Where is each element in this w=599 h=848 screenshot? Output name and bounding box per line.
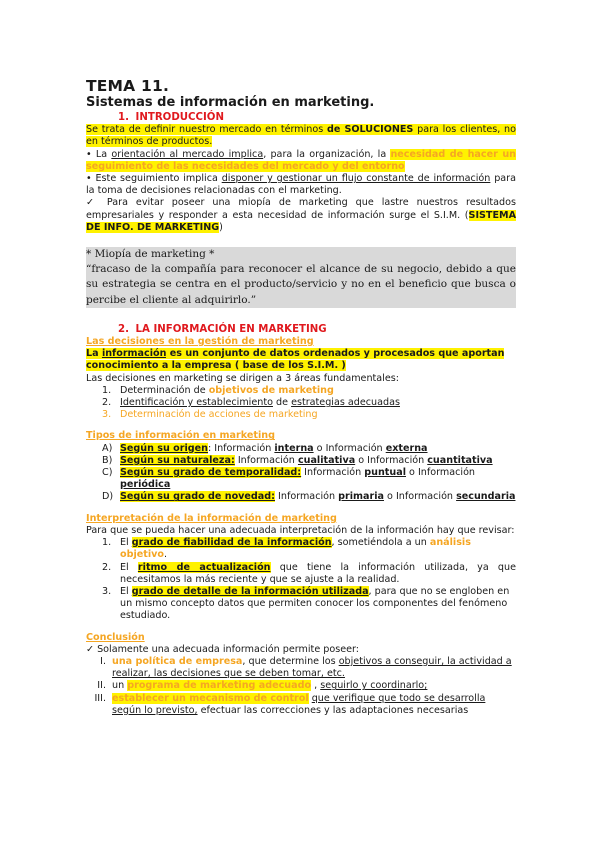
page-subtitle: Sistemas de información en marketing.	[86, 95, 375, 110]
list-item: 3. El grado de detalle de la información utilizada, para que no se engloben en un mismo concepto datos que permiten conocer los componentes del fenómeno estudiado.	[102, 585, 510, 622]
list-item: I. una política de empresa, que determine los objetivos a conseguir, la actividad a realizar, las decisiones que se deben tomar, etc.	[100, 655, 512, 680]
miopia-quote-box	[86, 247, 516, 308]
quote-heading: * Miopía de marketing *	[86, 248, 215, 261]
list-item: B) Según su naturaleza: Información cualitativa o Información cuantitativa	[102, 454, 493, 466]
subheading-tipos: Tipos de información en marketing	[86, 430, 275, 442]
areas-list	[86, 385, 516, 422]
intro-paragraph: Se trata de definir nuestro mercado en términos de SOLUCIONES para los clientes, no en términos de productos.	[86, 124, 517, 148]
subheading-decisiones: Las decisiones en la gestión de marketing	[86, 336, 314, 348]
list-item: 2. Identificación y establecimiento de estrategias adecuadas	[102, 397, 400, 409]
list-item: C) Según su grado de temporalidad: Información puntual o Información periódica	[102, 467, 476, 491]
list-item: 3. Determinación de acciones de marketing	[102, 409, 318, 421]
document-page	[86, 78, 516, 717]
conclusion-intro: ✓ Solamente una adecuada información permite poseer:	[86, 643, 360, 655]
subheading-interpretacion: Interpretación de la información de marketing	[86, 512, 337, 524]
list-item: II. un programa de marketing adecuado , seguirlo y coordinarlo;	[97, 680, 428, 692]
areas-intro: Las decisiones en marketing se dirigen a 3 áreas fundamentales:	[86, 372, 399, 384]
list-item: 2. El ritmo de actualización que tiene la información utilizada, ya que necesitamos la más reciente y que se ajuste a la realidad.	[102, 561, 516, 585]
tipos-list	[86, 443, 516, 504]
page-title: TEMA 11.	[86, 77, 170, 95]
interp-list	[86, 537, 516, 622]
interp-intro: Para que se pueda hacer una adecuada interpretación de la información hay que revisar:	[86, 524, 515, 536]
conclusion-list	[86, 656, 516, 717]
definition-info: La información es un conjunto de datos ordenados y procesados que aportan conocimiento a la empresa ( base de los S.I.M. )	[86, 348, 505, 372]
bullet-sim: ✓ Para evitar poseer una miopía de marketing que lastre nuestros resultados empresariales y responder a esta necesidad de información surge el S.I.M. (SISTEMA DE INFO. DE MARKETING)	[86, 197, 516, 233]
bullet-orientacion: • La orientación al mercado implica, para la organización, la necesidad de hacer un seguimiento de las necesidades del mercado y del entorno	[86, 148, 516, 172]
list-item: III. establecer un mecanismo de control que verifique que todo se desarrolla según lo previsto, efectuar las correcciones y las adaptaciones necesarias	[94, 692, 486, 716]
section-heading-info: 2. LA INFORMACIÓN EN MARKETING	[118, 323, 327, 335]
quote-text: “fracaso de la compañía para reconocer el alcance de su negocio, debido a que su estrategia se centra en el producto/servicio y no en el beneficio que busca o percibe el cliente al adquirirlo.”	[86, 263, 516, 306]
list-item: 1. El grado de fiabilidad de la información, sometiéndola a un análisis objetivo.	[102, 537, 471, 561]
subheading-conclusion: Conclusión	[86, 631, 145, 643]
list-item: 1. Determinación de objetivos de marketing	[102, 384, 334, 396]
list-item: D) Según su grado de novedad: Información primaria o Información secundaria	[102, 491, 516, 503]
list-item: A) Según su origen: Información interna o Información externa	[102, 442, 428, 454]
section-heading-intro: 1. INTRODUCCIÓN	[118, 112, 224, 123]
bullet-seguimiento: • Este seguimiento implica disponer y gestionar un flujo constante de información para la toma de decisiones relacionadas con el marketing.	[86, 173, 517, 197]
